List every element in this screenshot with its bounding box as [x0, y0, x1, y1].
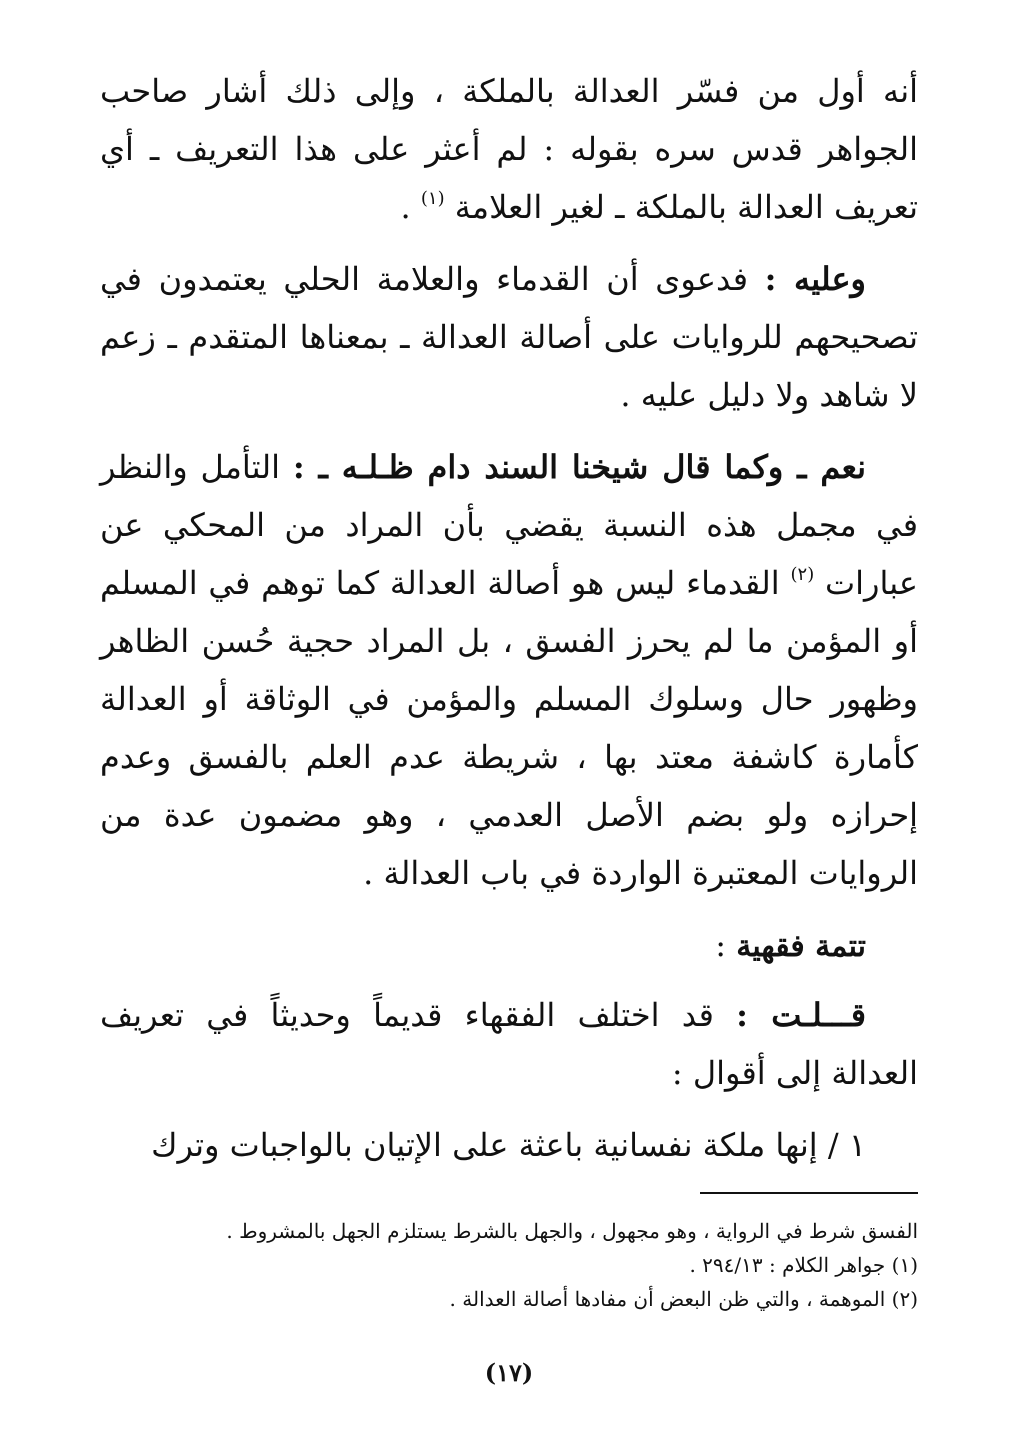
- bold-lead: وعليه :: [764, 260, 867, 298]
- paragraph-1: أنه أول من فسّر العدالة بالملكة ، وإلى ذلك أشار صاحب الجواهر قدس سره بقوله : لم أعثر على هذا التعريف ـ أي تعريف العدالة بالملكة ـ لغير العلامة $^{(١)}$ .: [100, 72, 918, 226]
- bold-lead: نعم ـ وكما قال شيخنا السند دام ظـلـه ـ :: [292, 448, 867, 486]
- paragraph-qult: قـــلـت : قد اختلف الفقهاء قديماً وحديثاً في تعريف العدالة إلى أقوال :: [100, 996, 918, 1092]
- main-text: [100, 62, 918, 1182]
- footnote-divider: [700, 1192, 918, 1194]
- paragraph-2: وعليه : فدعوى أن القدماء والعلامة الحلي يعتمدون في تصحيحهم للروايات على أصالة العدالة ـ بمعناها المتقدم ـ زعم لا شاهد ولا دليل عليه .: [100, 260, 918, 414]
- bold-lead: قـــلـت :: [736, 996, 867, 1034]
- footnotes: [100, 1214, 918, 1316]
- footnote-continuation: الفسق شرط في الرواية ، وهو مجهول ، والجهل بالشرط يستلزم الجهل بالمشروط .: [226, 1219, 918, 1243]
- list-item: ١ / إنها ملكة نفسانية باعثة على الإتيان بالواجبات وترك: [151, 1126, 866, 1164]
- footnote-ref-1[interactable]: (١): [420, 188, 445, 209]
- footnote-2: (٢) الموهمة ، والتي ظن البعض أن مفادها أصالة العدالة .: [449, 1287, 918, 1311]
- page-number: (١٧): [484, 1358, 534, 1387]
- footnote-1: (١) جواهر الكلام : ٢٩٤/١٣ .: [689, 1253, 918, 1277]
- section-heading: تتمة فقهية :: [715, 926, 866, 964]
- list-number: ١ /: [827, 1126, 866, 1164]
- paragraph-3: نعم ـ وكما قال شيخنا السند دام ظـلـه ـ : التأمل والنظر في مجمل هذه النسبة يقضي بأن المراد من المحكي عن عبارات $^{(٢)}$ القدماء ليس هو أصالة العدالة كما توهم في المسلم أو المؤمن ما لم يحرز الفسق ، بل المراد حجية حُسن الظاهر وظهور حال وسلوك المسلم والمؤمن في الوثاقة أو العدالة كأمارة كاشفة معتد بها ، شريطة عدم العلم بالفسق وعدم إحرازه ولو بضم الأصل العدمي ، وهو مضمون عدة من الروايات المعتبرة الواردة في باب العدالة .: [100, 448, 919, 892]
- footnote-ref-2[interactable]: (٢): [790, 564, 815, 585]
